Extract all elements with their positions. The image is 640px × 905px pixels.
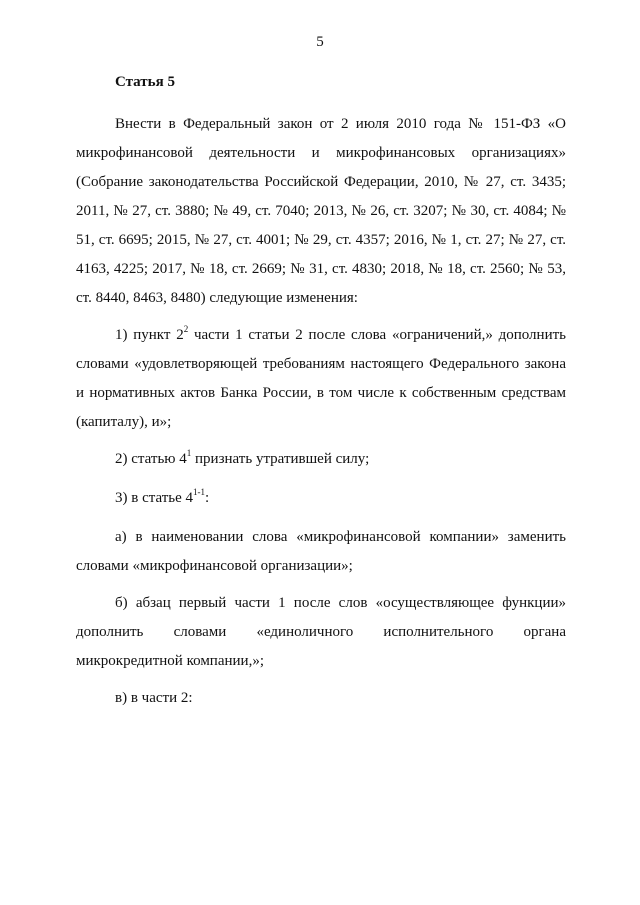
item-3-text-start: 3) в статье 4: [115, 490, 194, 506]
item-3-superscript: 1-1: [193, 487, 206, 497]
item-2-superscript: 1: [186, 448, 192, 458]
item-1-paragraph: [76, 321, 566, 437]
subitem-b-paragraph: б) абзац первый части 1 после слов «осуществляющее функции» дополнить словами «единоличного исполнительного органа микрокредитной компании,»;: [76, 595, 566, 669]
page-number: 5: [316, 34, 324, 50]
item-2-text-end: признать утратившей силу;: [191, 451, 370, 467]
subitem-a-paragraph: а) в наименовании слова «микрофинансовой компании» заменить словами «микрофинансовой организации»;: [76, 529, 566, 574]
subitem-v-paragraph: в) в части 2:: [115, 690, 193, 706]
article-intro-paragraph: Внести в Федеральный закон от 2 июля 2010 года № 151-ФЗ «О микрофинансовой деятельности и микрофинансовых организациях» (Собрание законодательства Российской Федерации, 2010, № 27, ст. 3435; 2011, № 27, ст. 3880; № 49, ст. 7040; 2013, № 26, ст. 3207; № 30, ст. 4084; № 51, ст. 6695; 2015, № 27, ст. 4001; № 29, ст. 4357; 2016, № 1, ст. 27; № 27, ст. 4163, 4225; 2017, № 18, ст. 2669; № 31, ст. 4830; 2018, № 18, ст. 2560; № 53, ст. 8440, 8463, 8480) следующие изменения:: [76, 116, 566, 306]
item-2-text-start: 2) статью 4: [115, 451, 187, 467]
item-3-paragraph: [76, 484, 566, 513]
item-1-superscript: 2: [183, 324, 189, 334]
item-2-paragraph: [76, 445, 566, 474]
item-1-text-end: части 1 статьи 2 после слова «ограничений,» дополнить словами «удовлетворяющей требованиям настоящего Федерального закона и нормативных актов Банка России, в том числе к собственным средствам (капиталу), и»;: [76, 327, 566, 430]
item-3-text-end: :: [205, 490, 210, 506]
article-heading: Статья 5: [115, 74, 175, 90]
document-body: [76, 110, 566, 721]
item-1-text-start: 1) пункт 2: [115, 327, 184, 343]
